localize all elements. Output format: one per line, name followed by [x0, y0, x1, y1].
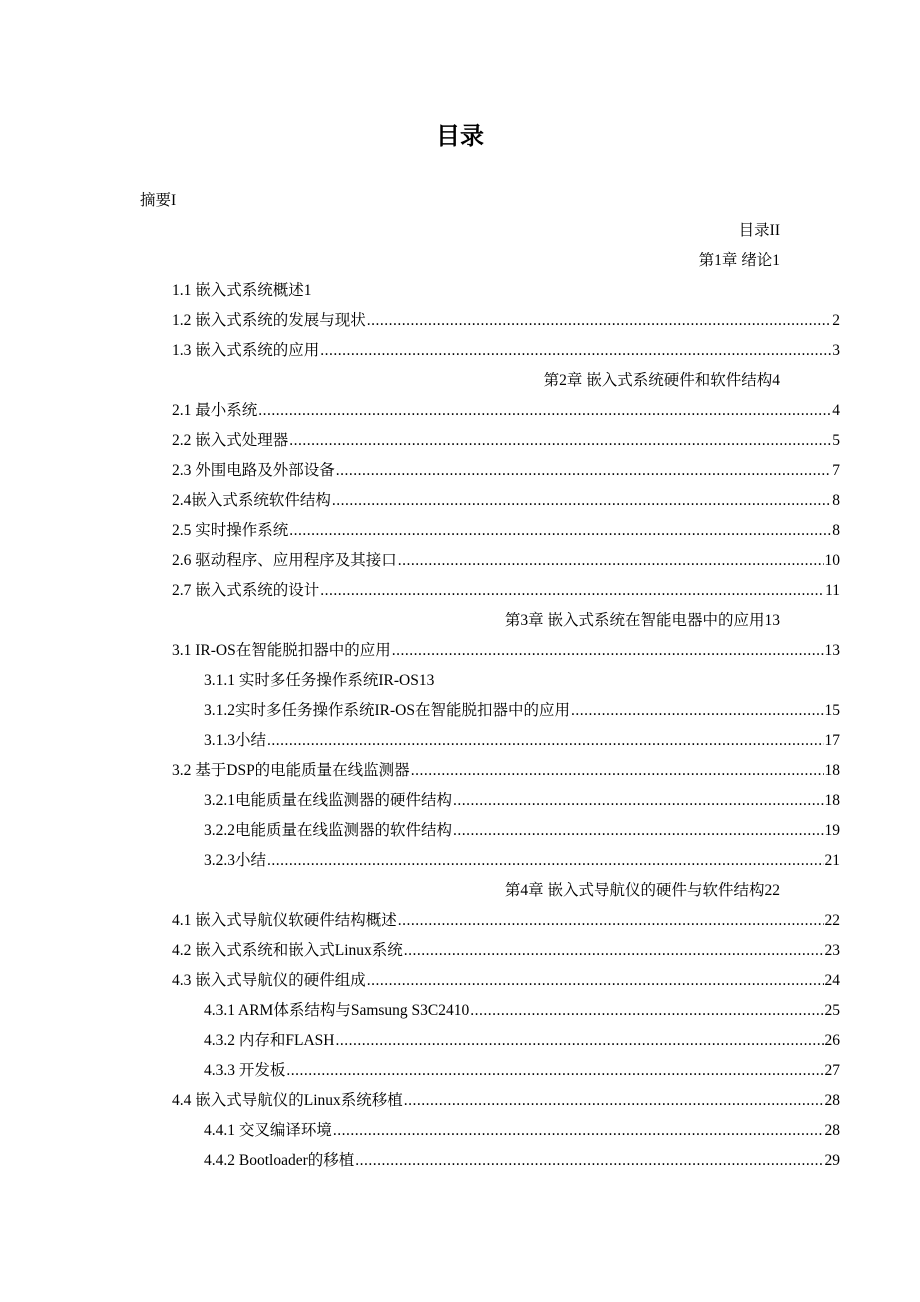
toc-page-number: 8: [832, 522, 840, 539]
toc-entry: [204, 726, 840, 756]
toc-dot-leader: [286, 1056, 823, 1086]
toc-entry: [172, 636, 840, 666]
toc-entry-title: 3.2 基于DSP的电能质量在线监测器: [172, 762, 410, 779]
toc-page-number: 3: [832, 342, 840, 359]
toc-entry-title: 4.1 嵌入式导航仪软硬件结构概述: [172, 912, 397, 929]
toc-entry-title: 2.2 嵌入式处理器: [172, 432, 289, 449]
toc-dot-leader: [267, 846, 823, 876]
toc-entry: [172, 426, 840, 456]
toc-page-number: 18: [824, 792, 840, 809]
toc-dot-leader: [320, 336, 831, 366]
toc-entry-title: 1.1 嵌入式系统概述1: [172, 282, 312, 299]
toc-dot-leader: [332, 486, 831, 516]
toc-chapter-heading: 目录II: [738, 222, 780, 239]
toc-entry: [140, 186, 840, 216]
toc-dot-leader: [267, 726, 823, 756]
toc-chapter-heading: 第3章 嵌入式系统在智能电器中的应用13: [504, 612, 780, 629]
toc-page-number: 28: [824, 1122, 840, 1139]
toc-entry-title: 3.1.2实时多任务操作系统IR-OS在智能脱扣器中的应用: [204, 702, 570, 719]
toc-dot-leader: [398, 546, 824, 576]
toc-dot-leader: [392, 636, 824, 666]
toc-page-number: 26: [824, 1032, 840, 1049]
toc-entry-title: 4.2 嵌入式系统和嵌入式Linux系统: [172, 942, 403, 959]
toc-dot-leader: [333, 1116, 824, 1146]
toc-entry-title: 4.3.3 开发板: [204, 1062, 286, 1079]
toc-entry: [172, 306, 840, 336]
toc-entry-title: 1.2 嵌入式系统的发展与现状: [172, 312, 366, 329]
toc-entry: [0, 876, 780, 906]
toc-page-number: 2: [832, 312, 840, 329]
toc-entry: [172, 966, 840, 996]
toc-dot-leader: [453, 816, 823, 846]
toc-entry-title: 2.7 嵌入式系统的设计: [172, 582, 320, 599]
toc-entry-title: 4.4.2 Bootloader的移植: [204, 1152, 355, 1169]
toc-page-number: 25: [824, 1002, 840, 1019]
toc-dot-leader: [289, 426, 831, 456]
toc-entry: [172, 516, 840, 546]
toc-entry-title: 3.2.3小结: [204, 852, 267, 869]
toc-entry: [172, 936, 840, 966]
toc-page-number: 11: [825, 582, 840, 599]
toc-entry: [172, 546, 840, 576]
toc-dot-leader: [404, 1086, 824, 1116]
toc-entry-title: 3.1 IR-OS在智能脱扣器中的应用: [172, 642, 391, 659]
toc-page-number: 28: [824, 1092, 840, 1109]
toc-entry-title: 3.2.2电能质量在线监测器的软件结构: [204, 822, 453, 839]
toc-entry: [0, 216, 780, 246]
toc-page-number: 7: [832, 462, 840, 479]
toc-entry-title: 3.2.1电能质量在线监测器的硬件结构: [204, 792, 453, 809]
toc-chapter-heading: 第4章 嵌入式导航仪的硬件与软件结构22: [504, 882, 780, 899]
toc-entry: [172, 396, 840, 426]
toc-dot-leader: [367, 966, 824, 996]
toc-entry: [0, 246, 780, 276]
toc-entry-title: 4.3.2 内存和FLASH: [204, 1032, 335, 1049]
toc-entry: [204, 696, 840, 726]
toc-entry: [172, 906, 840, 936]
toc-entry: [204, 1026, 840, 1056]
toc-entry: [172, 576, 840, 606]
toc-page-number: 21: [824, 852, 840, 869]
toc-page-number: 27: [824, 1062, 840, 1079]
toc-page-number: 24: [824, 972, 840, 989]
toc-entry-title: 3.1.1 实时多任务操作系统IR-OS13: [204, 672, 435, 689]
toc-dot-leader: [289, 516, 831, 546]
toc-entry: [172, 1086, 840, 1116]
toc-entry: [172, 756, 840, 786]
toc-entry-title: 摘要I: [140, 192, 177, 209]
toc-entry: [204, 996, 840, 1026]
toc-entry: [172, 486, 840, 516]
toc-dot-leader: [335, 1026, 823, 1056]
toc-page-number: 13: [824, 642, 840, 659]
toc-page-number: 10: [824, 552, 840, 569]
toc-entry: [172, 456, 840, 486]
toc-dot-leader: [571, 696, 824, 726]
toc-entry-title: 4.4 嵌入式导航仪的Linux系统移植: [172, 1092, 403, 1109]
toc-entry-title: 1.3 嵌入式系统的应用: [172, 342, 320, 359]
toc-page-number: 5: [832, 432, 840, 449]
toc-entry: [204, 1116, 840, 1146]
toc-entry: [204, 1056, 840, 1086]
toc-entry-title: 2.1 最小系统: [172, 402, 258, 419]
toc-entry: [204, 786, 840, 816]
toc-page-number: 23: [824, 942, 840, 959]
toc-dot-leader: [411, 756, 824, 786]
toc-entry: [0, 606, 780, 636]
toc-page-number: 29: [824, 1152, 840, 1169]
toc-dot-leader: [470, 996, 823, 1026]
toc-entry: [0, 366, 780, 396]
toc-page-number: 4: [832, 402, 840, 419]
toc-dot-leader: [355, 1146, 823, 1176]
toc-entry-title: 2.3 外围电路及外部设备: [172, 462, 335, 479]
toc-entry-title: 2.5 实时操作系统: [172, 522, 289, 539]
toc-page-number: 18: [824, 762, 840, 779]
toc-page-number: 22: [824, 912, 840, 929]
toc-entry-title: 3.1.3小结: [204, 732, 267, 749]
toc-entry-title: 2.6 驱动程序、应用程序及其接口: [172, 552, 397, 569]
toc-page-number: 17: [824, 732, 840, 749]
toc-dot-leader: [404, 936, 824, 966]
toc-dot-leader: [398, 906, 824, 936]
toc-entry-title: 4.3 嵌入式导航仪的硬件组成: [172, 972, 366, 989]
toc-dot-leader: [258, 396, 831, 426]
toc-chapter-heading: 第1章 绪论1: [698, 252, 780, 269]
toc-entry: [204, 1146, 840, 1176]
toc-entry: [204, 816, 840, 846]
toc-entry: [172, 336, 840, 366]
page-title: 目录: [436, 122, 484, 150]
toc-page-number: 19: [824, 822, 840, 839]
toc-entry-title: 2.4嵌入式系统软件结构: [172, 492, 331, 509]
toc-dot-leader: [453, 786, 823, 816]
toc-dot-leader: [367, 306, 831, 336]
toc-entry-title: 4.4.1 交叉编译环境: [204, 1122, 332, 1139]
toc-dot-leader: [320, 576, 824, 606]
toc-dot-leader: [336, 456, 831, 486]
toc-entry: [204, 666, 840, 696]
toc-chapter-heading: 第2章 嵌入式系统硬件和软件结构4: [543, 372, 780, 389]
toc-page-number: 15: [824, 702, 840, 719]
toc-entry: [172, 276, 840, 306]
toc-entry-title: 4.3.1 ARM体系结构与Samsung S3C2410: [204, 1002, 470, 1019]
toc-page-number: 8: [832, 492, 840, 509]
toc-entry: [204, 846, 840, 876]
